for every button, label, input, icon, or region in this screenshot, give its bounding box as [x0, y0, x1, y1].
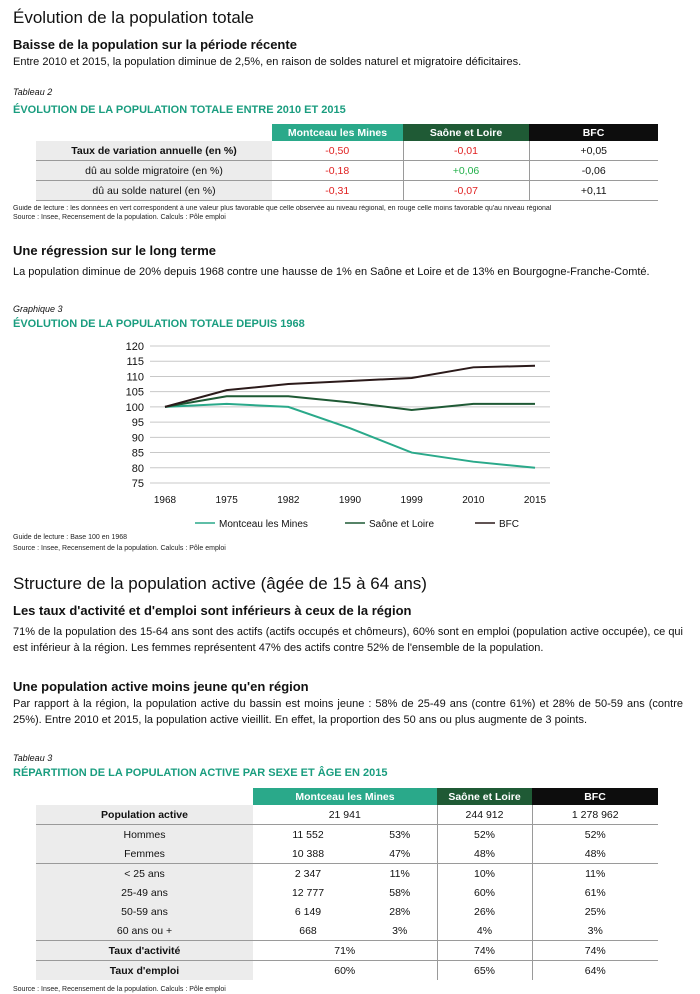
table3-title: RÉPARTITION DE LA POPULATION ACTIVE PAR SEXE ET ÂGE EN 2015: [13, 767, 388, 779]
y-tick-label: 95: [131, 417, 144, 430]
cell-value: -0,07: [403, 181, 529, 201]
table2-title: ÉVOLUTION DE LA POPULATION TOTALE ENTRE 2010 ET 2015: [13, 104, 346, 116]
table-row: [36, 825, 658, 845]
legend-label: Montceau les Mines: [219, 519, 308, 530]
graph3-source: Source : Insee, Recensement de la population. Calculs : Pôle emploi: [13, 545, 226, 552]
cell-value: -0,06: [529, 161, 658, 181]
cell-value: 47%: [363, 844, 437, 864]
cell-value: 21 941: [253, 805, 437, 825]
table2-source: Source : Insee, Recensement de la population. Calculs : Pôle emploi: [13, 214, 226, 221]
table2-corner: [36, 124, 272, 141]
cell-value: 11 552: [292, 828, 324, 841]
cell-value: 10%: [437, 864, 532, 884]
cell-value: 52%: [437, 825, 532, 845]
y-tick-label: 115: [126, 356, 144, 369]
legend-label: Saône et Loire: [369, 519, 435, 530]
series-line: [165, 404, 535, 468]
table2-header-row: [36, 124, 658, 141]
x-tick-label: 1990: [338, 495, 362, 506]
section-heading-decline: Baisse de la population sur la période récente: [13, 37, 297, 52]
page-title: Évolution de la population totale: [13, 8, 255, 27]
cell-value: 64%: [532, 961, 658, 981]
row-label: 50-59 ans: [36, 902, 253, 921]
cell-value: 65%: [437, 961, 532, 981]
y-tick-label: 90: [131, 432, 144, 445]
header-bfc: BFC: [529, 124, 658, 141]
table-row: [36, 805, 658, 825]
table-row: [36, 902, 658, 921]
cell-value: 1 278 962: [532, 805, 658, 825]
y-tick-label: 100: [125, 401, 144, 414]
cell-value: 25%: [532, 902, 658, 921]
cell-value: 28%: [389, 905, 411, 918]
cell-value: -0,01: [403, 141, 529, 161]
row-label: Hommes: [36, 825, 253, 845]
legend-label: BFC: [499, 519, 519, 530]
cell-value: 60%: [437, 883, 532, 902]
cell-value: 48%: [532, 844, 658, 864]
row-label: Taux de variation annuelle (en %): [36, 141, 272, 161]
table2-reading-guide: Guide de lecture : les données en vert correspondent à une valeur plus favorable que celle observée au niveau régional, en rouge celle moins favorable qu'au niveau régional: [13, 205, 552, 212]
y-tick-label: 75: [131, 478, 144, 490]
series-line: [165, 396, 535, 410]
table-row: [36, 844, 658, 864]
cell-value: -0,18: [272, 161, 403, 181]
cell-value: 2 347: [294, 867, 322, 880]
table-row: [36, 141, 658, 161]
x-tick-label: 2015: [523, 495, 547, 506]
row-label: Taux d'activité: [36, 941, 253, 961]
y-tick-label: 105: [125, 386, 144, 399]
cell-value: 60%: [334, 964, 356, 977]
cell-value: 12 777: [291, 886, 325, 899]
cell-value: 61%: [532, 883, 658, 902]
table-row: [36, 181, 658, 201]
x-tick-label: 1975: [215, 495, 238, 506]
row-label: dû au solde migratoire (en %): [36, 161, 272, 181]
cell-value: 6 149: [294, 905, 322, 918]
y-tick-label: 85: [131, 447, 144, 460]
cell-value: +0,06: [403, 161, 529, 181]
cell-value: 53%: [389, 828, 411, 841]
header-montceau: Montceau les Mines: [272, 124, 403, 141]
series-line: [165, 366, 535, 407]
paragraph-rates: 71% de la population des 15-64 ans sont des actifs (actifs occupés et chômeurs), 60% sont en emploi (population active occupée), ce qui est inférieur à la région. Les femmes représentent 47% des actifs contre 52% de l'ensemble de la population.: [13, 626, 683, 654]
cell-value: 58%: [389, 886, 411, 899]
cell-value: 52%: [532, 825, 658, 845]
header-saone: Saône et Loire: [437, 788, 532, 805]
table3-corner: [36, 788, 253, 805]
table2: [36, 124, 658, 201]
row-label: < 25 ans: [36, 864, 253, 884]
cell-value: 74%: [437, 941, 532, 961]
cell-value: -0,50: [272, 141, 403, 161]
y-tick-label: 110: [126, 371, 144, 384]
population-line-chart: [100, 336, 570, 536]
y-tick-label: 80: [131, 462, 144, 475]
row-label: Taux d'emploi: [36, 961, 253, 981]
cell-value: 48%: [437, 844, 532, 864]
cell-value: 26%: [437, 902, 532, 921]
y-tick-label: 120: [125, 341, 144, 353]
paragraph-long-term: La population diminue de 20% depuis 1968 contre une hausse de 1% en Saône et Loire et de 13% en Bourgogne-Franche-Comté.: [13, 266, 650, 278]
x-tick-label: 1968: [153, 495, 177, 506]
cell-value: 11%: [389, 867, 410, 880]
graph3-title: ÉVOLUTION DE LA POPULATION TOTALE DEPUIS 1968: [13, 318, 305, 330]
row-label: 60 ans ou +: [36, 921, 253, 941]
table-row: [36, 921, 658, 941]
header-saone: Saône et Loire: [403, 124, 529, 141]
cell-value: 10 388: [253, 844, 363, 864]
table2-caption: Tableau 2: [13, 87, 53, 97]
paragraph-decline: Entre 2010 et 2015, la population diminue de 2,5%, en raison de soldes naturel et migratoire déficitaires.: [13, 56, 522, 68]
section-heading-long-term: Une régression sur le long terme: [13, 243, 217, 258]
cell-value: 3%: [532, 921, 658, 941]
graph3-caption: Graphique 3: [13, 304, 63, 314]
table3-header-row: [36, 788, 658, 805]
table3-caption: Tableau 3: [13, 753, 53, 763]
table3-source: Source : Insee, Recensement de la population. Calculs : Pôle emploi: [13, 986, 226, 993]
table-row: [36, 941, 658, 961]
cell-value: 74%: [532, 941, 658, 961]
section-heading-rates: Les taux d'activité et d'emploi sont inférieurs à ceux de la région: [13, 603, 412, 618]
cell-value: 4%: [437, 921, 532, 941]
header-montceau: Montceau les Mines: [253, 788, 437, 805]
cell-value: 668: [253, 921, 363, 941]
paragraph-age: Par rapport à la région, la population active du bassin est moins jeune : 58% de 25-49 ans (contre 61%) et 28% de 50-59 ans (contre 25%). Entre 2010 et 2015, la population active vieillit. En effet, la proportion des 50 ans ou plus augmente de 3 points.: [13, 698, 683, 726]
graph3-reading-guide: Guide de lecture : Base 100 en 1968: [13, 534, 128, 541]
x-tick-label: 2010: [462, 495, 485, 506]
cell-value: 244 912: [437, 805, 532, 825]
row-label: Femmes: [36, 844, 253, 864]
section-title-active-population: Structure de la population active (âgée de 15 à 64 ans): [13, 574, 427, 593]
table-row: [36, 864, 658, 884]
cell-value: 11%: [532, 864, 658, 884]
table-row: [36, 161, 658, 181]
section-heading-age: Une population active moins jeune qu'en région: [13, 679, 309, 694]
table-row: [36, 883, 658, 902]
row-label: Population active: [36, 805, 253, 825]
table3: [36, 788, 658, 980]
table-row: [36, 961, 658, 981]
cell-value: 3%: [363, 921, 437, 941]
cell-value: -0,31: [272, 181, 403, 201]
row-label: 25-49 ans: [36, 883, 253, 902]
cell-value: +0,11: [529, 181, 658, 201]
x-tick-label: 1982: [277, 495, 300, 506]
header-bfc: BFC: [532, 788, 658, 805]
cell-value: 71%: [253, 941, 437, 961]
row-label: dû au solde naturel (en %): [36, 181, 272, 201]
x-tick-label: 1999: [400, 495, 423, 506]
cell-value: +0,05: [529, 141, 658, 161]
